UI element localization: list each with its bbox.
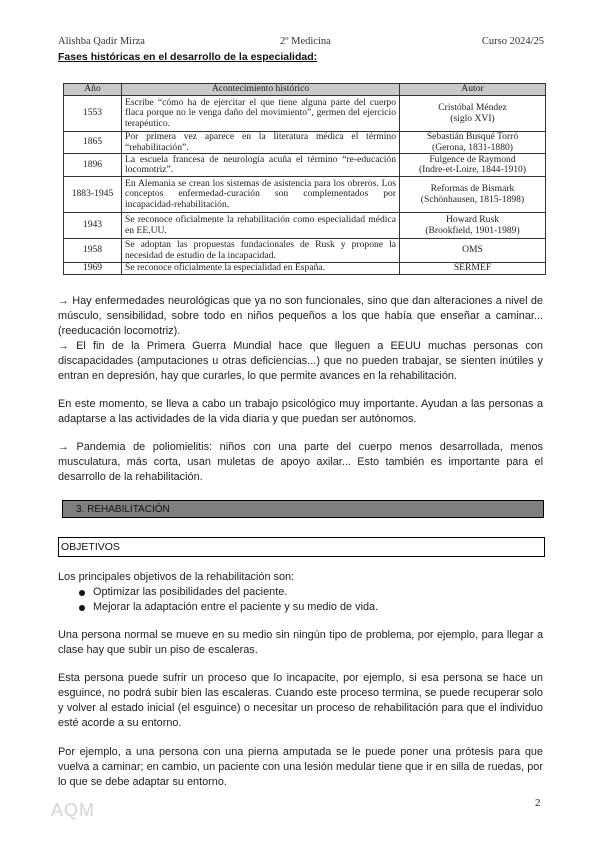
table-row (64, 132, 546, 154)
row-author (400, 132, 546, 154)
row-author-name: Cristóbal Méndez (siglo XVI) (438, 102, 507, 124)
row-author-name: OMS (462, 244, 483, 256)
bullet-icon (79, 590, 85, 596)
row-event: En Alemania se crean los sistemas de asistencia para los obreros. Los conceptos enfermedad-curación son complementados por incapacidad-rehabilitación. (122, 177, 400, 213)
history-table (63, 83, 546, 275)
row-year: 1865 (64, 132, 122, 154)
header-year: Curso 2024/25 (481, 36, 544, 47)
table-header-row (64, 84, 546, 96)
row-year: 1969 (64, 263, 122, 275)
table-row (64, 96, 546, 132)
objectives-list (76, 585, 378, 615)
table-row (64, 154, 546, 177)
subsection-heading-objetivos: OBJETIVOS (58, 537, 545, 557)
list-item-text: Optimizar las posibilidades del paciente. (93, 586, 288, 598)
paragraph-world-war: → El fin de la Primera Guerra Mundial hace que lleguen a EEUU muchas personas con discapacidades (amputaciones u otras deficiencias...) que no pueden trabajar, se sienten inútiles y entran en depresión, hay que curarles, lo que permite avances en la rehabilitación. (58, 340, 543, 382)
row-author-name: Howard Rusk (Brookfield, 1901-1989) (425, 214, 520, 236)
page-number: 2 (535, 797, 541, 809)
list-item (76, 600, 378, 615)
row-author (400, 154, 546, 177)
row-year: 1958 (64, 239, 122, 263)
row-author (400, 239, 546, 263)
column-header-year: Año (64, 84, 122, 96)
paragraph-normal-person: Una persona normal se mueve en su medio sin ningún tipo de problema, por ejemplo, para llegar a clase hay que subir un piso de escaleras. (58, 629, 543, 656)
paragraph-polio: → Pandemia de poliomielitis: niños con una parte del cuerpo menos desarrollada, menos musculatura, más corta, usan muletas de apoyo axilar... Esto también es importante para el desarrollo de la rehabilitación. (58, 441, 543, 483)
header-author: Alishba Qadir Mirza (58, 36, 145, 47)
row-author (400, 96, 546, 132)
column-header-author: Autor (400, 84, 546, 96)
section-title: Fases históricas en el desarrollo de la especialidad: (58, 51, 318, 63)
row-event: Se reconoce oficialmente la rehabilitación como especialidad médica en EE.UU. (122, 213, 400, 239)
row-event: Por primera vez aparece en la literatura médica el término “rehabilitación”. (122, 132, 400, 154)
list-item (76, 585, 378, 600)
row-author (400, 213, 546, 239)
row-event: Se reconoce oficialmente la especialidad en España. (122, 263, 400, 275)
row-author-name: Fulgence de Raymond (Indre-et-Loire, 1844-1910) (418, 153, 527, 175)
row-event: La escuela francesa de neurología acuña el término “re-educación locomotriz”. (122, 154, 400, 177)
row-author (400, 263, 546, 275)
table-row (64, 213, 546, 239)
table-row (64, 263, 546, 275)
row-author (400, 177, 546, 213)
page-header (58, 36, 544, 50)
paragraph-amputation-example: Por ejemplo, a una persona con una pierna amputada se le puede poner una prótesis para que vuelva a caminar; en cambio, un paciente con una lesión medular tiene que ir en silla de ruedas, por lo que se debe adaptar su entorno. (58, 746, 543, 788)
row-event: Se adoptan las propuestas fundacionales de Rusk y propone la necesidad de estudio de la incapacidad. (122, 239, 400, 263)
row-year: 1553 (64, 96, 122, 132)
row-year: 1896 (64, 154, 122, 177)
row-year: 1883-1945 (64, 177, 122, 213)
row-author-name: Sebastián Busqué Torró (Gerona, 1831-1880) (426, 131, 519, 153)
paragraph-objectives-intro: Los principales objetivos de la rehabilitación son: (58, 571, 295, 583)
table-row (64, 177, 546, 213)
row-author-name: SERMEF (453, 262, 492, 274)
section-heading-rehabilitacion: 3. REHABILITACIÓN (62, 500, 544, 518)
paragraph-neurological: → Hay enfermedades neurológicas que ya no son funcionales, sino que dan alteraciones a nivel de músculo, sensibilidad, sobre todo en niños pequeños a los que había que enseñar a caminar...(reeducación locomotriz). (58, 295, 543, 337)
row-event: Escribe “cómo ha de ejercitar el que tiene alguna parte del cuerpo flaca porque no le venga daño del movimiento”, germen del ejercicio terapéutico. (122, 96, 400, 132)
paragraph-psychological: En este momento, se lleva a cabo un trabajo psicológico muy importante. Ayudan a las personas a adaptarse a las actividades de la vida diaria y que puedan ser autónomos. (58, 398, 543, 425)
list-item-text: Mejorar la adaptación entre el paciente y su medio de vida. (93, 601, 379, 613)
paragraph-sprain-example: Esta persona puede sufrir un proceso que lo incapacite, por ejemplo, si esa persona se hace un esguince, no podrá subir bien las escaleras. Cuando este proceso termina, se puede recuperar solo y volver al estado inicial (el esguince) o necesitar un proceso de rehabilitación para que el individuo esté acorde a su entorno. (58, 672, 543, 729)
row-year: 1943 (64, 213, 122, 239)
row-author-name: Reformas de Bismark (Schönhausen, 1815-1898) (420, 183, 525, 205)
bullet-icon (79, 605, 85, 611)
column-header-event: Acontecimiento histórico (122, 84, 400, 96)
watermark: AQM (51, 800, 96, 820)
table-row (64, 239, 546, 263)
header-course: 2º Medicina (280, 36, 331, 47)
